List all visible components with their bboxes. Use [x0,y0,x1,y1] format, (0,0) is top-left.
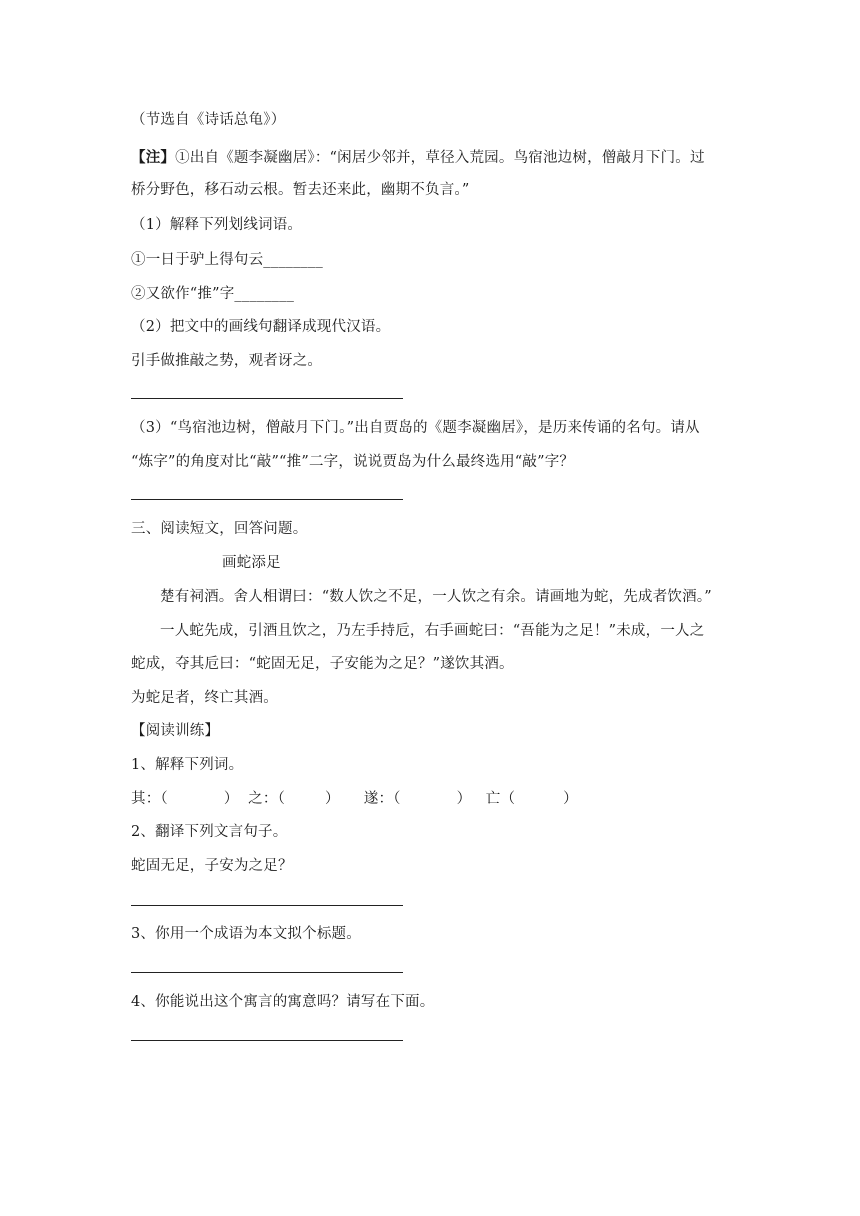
training-q1-prompt: 1、解释下列词。 [131,757,244,773]
passage-title: 画蛇添足 [222,555,281,571]
passage-para-2-line-1: 一人蛇先成，引酒且饮之，乃左手持卮，右手画蛇曰：“吾能为之足！”未成，一人之 [160,623,705,639]
training-q2-prompt: 2、翻译下列文言句子。 [131,824,288,840]
word-wang-open: ） 亡（ [456,791,516,807]
note-line-2: 桥分野色，移石动云根。暂去还来此，幽期不负言。” [131,182,470,198]
q3-line-1: （3）“鸟宿池边树，僧敲月下门。”出自贾岛的《题李凝幽居》，是历来传诵的名句。请从 [131,420,700,436]
note-text-1: ①出自《题李凝幽居》：“闲居少邻并，草径入荒园。鸟宿池边树，僧敲月下门。过 [175,150,705,166]
answer-line[interactable] [131,398,403,399]
passage-para-1: 楚有祠酒。舍人相谓曰：“数人饮之不足，一人饮之有余。请画地为蛇，先成者饮酒。” [160,589,712,605]
word-explain-row [131,789,578,809]
q1-prompt: （1）解释下列划线词语。 [131,217,303,233]
passage-para-2-line-2: 蛇成，夺其卮曰：“蛇固无足，子安能为之足？”遂饮其酒。 [131,656,514,672]
note-label: 【注】 [131,149,176,166]
q2-prompt: （2）把文中的画线句翻译成现代汉语。 [131,319,391,335]
training-q3-prompt: 3、你用一个成语为本文拟个标题。 [131,926,361,942]
source-note: （节选自《诗话总龟》） [131,112,286,128]
section-three-heading: 三、阅读短文，回答问题。 [131,521,308,537]
q1-item-2: ②又欲作“推”字________ [131,286,295,302]
training-q4-prompt: 4、你能说出这个寓言的寓意吗？请写在下面。 [131,994,435,1010]
q2-sentence: 引手做推敲之势，观者讶之。 [131,353,323,369]
word-qi-open: 其：（ [131,791,168,807]
answer-line[interactable] [131,972,403,973]
answer-line[interactable] [131,499,403,500]
word-wang-close: ） [563,791,578,807]
word-zhi-open: ） 之：（ [223,791,286,807]
answer-line[interactable] [131,1040,403,1041]
passage-para-3: 为蛇足者，终亡其酒。 [131,690,278,706]
training-label: 【阅读训练】 [131,723,220,739]
word-sui-open: ） 遂：（ [325,791,401,807]
q3-line-2: “炼字”的角度对比“敲”“推”二字，说说贾岛为什么最终选用“敲”字？ [131,454,575,470]
note-line-1 [131,148,705,168]
answer-line[interactable] [131,905,403,906]
training-q2-sentence: 蛇固无足，子安为之足？ [131,858,293,874]
q1-item-1: ①一日于驴上得句云________ [131,252,323,268]
